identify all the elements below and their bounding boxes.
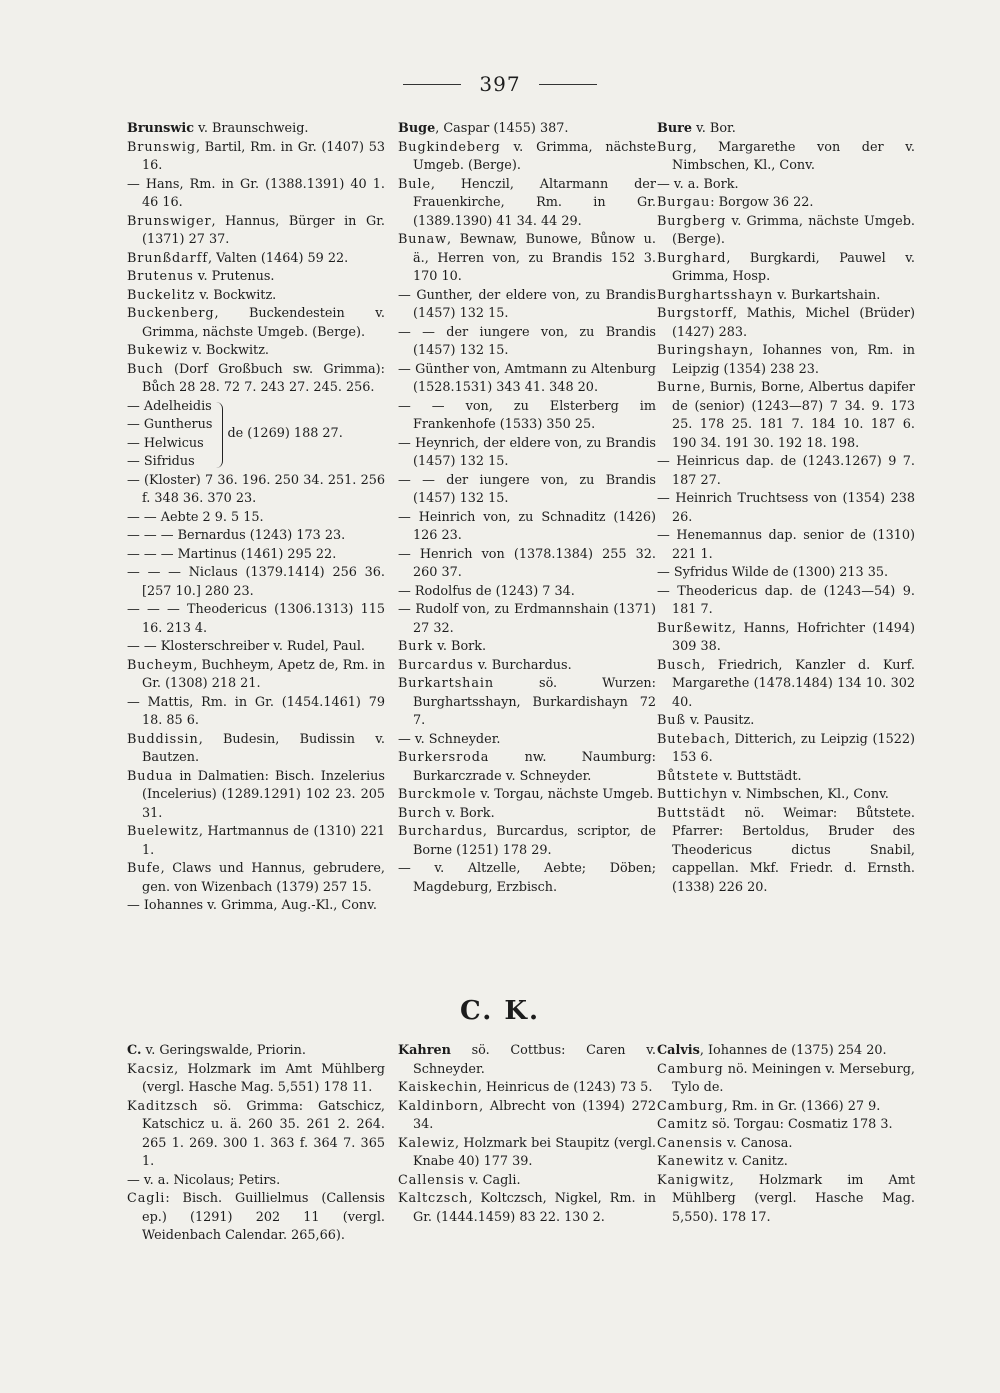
brace-name: — Guntherus	[127, 417, 213, 432]
entry-text: — v. a. Bork.	[657, 176, 739, 192]
index-entry	[657, 657, 915, 713]
index-entry	[657, 731, 915, 768]
index-entry	[127, 768, 385, 824]
entry-text: — Iohannes v. Grimma, Aug.-Kl., Conv.	[127, 898, 377, 913]
entry-text: v. Buttstädt.	[719, 768, 802, 784]
entry-headword: Burgau	[657, 195, 711, 210]
index-entry	[127, 527, 385, 546]
index-entry	[657, 712, 915, 731]
entry-headword: Burch	[398, 805, 442, 821]
entry-headword: Buelewitz	[127, 824, 199, 839]
entry-text: v. Torgau, nächste Umgeb.	[476, 787, 654, 802]
entry-text: — — der iungere von, zu Brandis (1457) 132 15.	[398, 472, 656, 506]
index-column-1-lower	[127, 1042, 385, 1246]
index-entry	[657, 342, 915, 379]
page-header	[0, 72, 1000, 96]
entry-headword: Camburg	[657, 1098, 724, 1114]
entry-text: — (Kloster) 7 36. 196. 250 34. 251. 256 f. 348 36. 370 23.	[127, 472, 385, 506]
entry-headword: Buch	[127, 361, 164, 377]
entry-headword: Kahren	[398, 1043, 451, 1058]
entry-headword: Burßewitz	[657, 620, 732, 636]
entry-headword: Brunswiger	[127, 213, 212, 229]
entry-text: v. Grimma, nächste Umgeb. (Berge).	[413, 139, 656, 173]
entry-text: , Holzmark im Amt Mühlberg (vergl. Hasche Mag. 5,550). 178 17.	[672, 1172, 915, 1225]
entry-headword: Cagli	[127, 1191, 166, 1206]
index-entry	[127, 1098, 385, 1172]
entry-text: , Albrecht von (1394) 272 34.	[413, 1098, 656, 1132]
index-entry	[127, 1172, 385, 1191]
index-entry	[657, 1116, 915, 1135]
entry-headword: Camitz	[657, 1117, 708, 1132]
index-entry	[127, 287, 385, 306]
entry-headword: Callensis	[398, 1172, 465, 1188]
entry-text: — Rudolf von, zu Erdmannshain (1371) 27 32.	[398, 602, 656, 636]
index-entry	[398, 398, 656, 435]
entry-text: — Heinrich Truchtsess von (1354) 238 26.	[657, 491, 915, 525]
entry-text: v. Cagli.	[464, 1172, 521, 1188]
index-entry	[657, 1172, 915, 1228]
entry-headword: Burchardus	[398, 824, 483, 839]
entry-headword: Busch	[657, 657, 702, 673]
index-column-3-lower	[657, 1042, 915, 1227]
entry-text: — v. Altzelle, Aebte; Döben; Magdeburg, Erzbisch.	[398, 861, 656, 895]
index-entry	[657, 1098, 915, 1117]
index-entry	[127, 657, 385, 694]
entry-text: v. Bockwitz.	[188, 343, 270, 358]
index-entry	[398, 805, 656, 824]
index-entry	[398, 139, 656, 176]
entry-headword: Bůtstete	[657, 768, 719, 784]
entry-headword: Burckmole	[398, 787, 477, 802]
entry-headword: Burcardus	[398, 657, 474, 673]
entry-text: , Friedrich, Kanzler d. Kurf. Margarethe (1478.1484) 134 10. 302 40.	[672, 657, 915, 710]
entry-text: v. Bockwitz.	[195, 287, 277, 303]
entry-text: , Mathis, Michel (Brüder) (1427) 283.	[672, 306, 915, 340]
entry-headword: Bugkindeberg	[398, 139, 501, 155]
entry-text: — — von, zu Elsterberg im Frankenhofe (1533) 350 25.	[398, 398, 656, 432]
entry-text: v. Braunschweig.	[194, 121, 309, 136]
entry-text: v. Bor.	[692, 121, 736, 136]
entry-text: v. Bork.	[441, 805, 495, 821]
entry-text: — v. Schneyder.	[398, 731, 501, 747]
index-column-1	[127, 120, 385, 916]
entry-headword: Burgstorff	[657, 306, 733, 321]
entry-text: , Valten (1464) 59 22.	[207, 250, 349, 266]
entry-headword: Bule	[398, 176, 431, 192]
entry-text: — — — Theodericus (1306.1313) 115 16. 213 4.	[127, 602, 385, 636]
entry-headword: Burk	[398, 639, 434, 654]
index-entry	[398, 583, 656, 602]
index-entry	[398, 472, 656, 509]
entry-text: , Buchheym, Apetz de, Rm. in Gr. (1308) 218 21.	[142, 657, 385, 691]
index-entry	[657, 620, 915, 657]
entry-headword: Buge	[398, 121, 436, 136]
index-entry	[398, 231, 656, 287]
entry-headword: Buttstädt	[657, 805, 726, 821]
entry-text: v. Grimma, nächste Umgeb. (Berge).	[672, 213, 915, 247]
page-number: 397	[479, 72, 521, 96]
entry-text: (Dorf Großbuch sw. Grimma): Bůch 28 28. 72 7. 243 27. 245. 256.	[142, 361, 385, 395]
entry-headword: Kanewitz	[657, 1154, 725, 1169]
index-entry	[657, 250, 915, 287]
entry-text: , Rm. in Gr. (1366) 27 9.	[723, 1098, 881, 1114]
entry-text: , Iohannes de (1375) 254 20.	[699, 1043, 887, 1058]
index-entry	[398, 1042, 656, 1079]
entry-headword: Budua	[127, 768, 174, 784]
entry-text: v. Nimbschen, Kl., Conv.	[728, 787, 889, 802]
index-entry	[127, 1042, 385, 1061]
index-entry	[398, 749, 656, 786]
index-entry	[127, 731, 385, 768]
index-entry	[398, 1098, 656, 1135]
index-entry	[398, 324, 656, 361]
entry-text: v. Pausitz.	[685, 713, 755, 728]
entry-text: v. Prutenus.	[193, 269, 275, 284]
entry-text: — — — Martinus (1461) 295 22.	[127, 546, 337, 562]
index-entry	[398, 546, 656, 583]
index-entry	[127, 694, 385, 731]
entry-text: v. Burkartshain.	[773, 287, 881, 303]
entry-text: , Hartmannus de (1310) 221 1.	[142, 824, 385, 858]
entry-headword: Bunaw	[398, 232, 447, 247]
entry-headword: Brunßdarff	[127, 250, 208, 266]
entry-text: — Günther von, Amtmann zu Altenburg (1528.1531) 343 41. 348 20.	[398, 361, 656, 395]
entry-text: , Caspar (1455) 387.	[435, 121, 569, 136]
index-entry	[398, 657, 656, 676]
entry-text: — Rodolfus de (1243) 7 34.	[398, 583, 575, 599]
index-entry	[127, 472, 385, 509]
entry-headword: C.	[127, 1043, 142, 1058]
brace-name: — Adelheidis	[127, 398, 212, 414]
entry-headword: Camburg	[657, 1061, 724, 1077]
index-entry	[657, 120, 915, 139]
index-entry	[398, 1135, 656, 1172]
entry-headword: Kaltczsch	[398, 1191, 469, 1206]
entry-headword: Bucheym	[127, 657, 194, 673]
entry-headword: Brunswic	[127, 121, 195, 136]
header-rule-right	[539, 84, 597, 85]
index-entry	[657, 768, 915, 787]
entry-headword: Buckelitz	[127, 287, 196, 303]
entry-text: — Heinrich von, zu Schnaditz (1426) 126 23.	[398, 509, 656, 543]
entry-headword: Bukewiz	[127, 343, 189, 358]
index-entry	[127, 638, 385, 657]
index-entry	[398, 786, 656, 805]
entry-headword: Bufe	[127, 861, 161, 876]
entry-headword: Burkersroda	[398, 750, 490, 765]
entry-text: , Ditterich, zu Leipzig (1522) 153 6.	[672, 731, 915, 765]
entry-text: , Heinricus de (1243) 73 5.	[477, 1080, 653, 1095]
index-entry	[657, 564, 915, 583]
index-entry	[657, 194, 915, 213]
entry-headword: Burghard	[657, 250, 727, 266]
entry-text: — Henrich von (1378.1384) 255 32. 260 37.	[398, 546, 656, 580]
entry-headword: Burne	[657, 380, 702, 395]
index-entry	[657, 213, 915, 250]
index-entry	[657, 490, 915, 527]
entry-text: — — Aebte 2 9. 5 15.	[127, 509, 264, 525]
entry-text: — Heynrich, der eldere von, zu Brandis (1457) 132 15.	[398, 435, 656, 469]
entry-text: sö. Grimma: Gatschicz, Katschicz u. ä. 260 35. 261 2. 264. 265 1. 269. 300 1. 363 f. 364 7. 365 1.	[142, 1098, 385, 1169]
entry-headword: Kaiskechin	[398, 1080, 478, 1095]
entry-text: , Henczil, Altarmann der Frauenkirche, Rm. in Gr. (1389.1390) 41 34. 44 29.	[413, 176, 656, 229]
entry-text: sö. Torgau: Cosmatiz 178 3.	[707, 1117, 893, 1132]
index-entry	[398, 601, 656, 638]
entry-text: — — — Niclaus (1379.1414) 256 36. [257 10.] 280 23.	[127, 565, 385, 599]
entry-text: — — der iungere von, zu Brandis (1457) 132 15.	[398, 324, 656, 358]
entry-headword: Buttichyn	[657, 787, 729, 802]
entry-headword: Buckenberg	[127, 306, 215, 321]
entry-text: sö. Wurzen: Burghartsshayn, Burkardishayn 72 7.	[413, 676, 656, 728]
index-entry	[657, 453, 915, 490]
index-entry	[398, 120, 656, 139]
entry-text: , Koltczsch, Nigkel, Rm. in Gr. (1444.1459) 83 22. 130 2.	[413, 1191, 656, 1225]
entry-headword: Calvis	[657, 1043, 700, 1058]
index-entry	[127, 176, 385, 213]
index-entry	[127, 564, 385, 601]
index-entry	[127, 1190, 385, 1246]
index-entry	[657, 287, 915, 306]
entry-text: — Syfridus Wilde de (1300) 213 35.	[657, 565, 889, 580]
index-entry	[657, 1153, 915, 1172]
entry-text: , Iohannes von, Rm. in Leipzig (1354) 238 23.	[672, 343, 915, 377]
index-entry	[127, 213, 385, 250]
index-entry	[127, 897, 385, 916]
entry-text: , Holzmark bei Staupitz (vergl. Knabe 40) 177 39.	[413, 1135, 656, 1169]
entry-text: , Buckendestein v. Grimma, nächste Umgeb. (Berge).	[142, 306, 385, 340]
index-entry	[398, 435, 656, 472]
index-entry	[398, 1190, 656, 1227]
entry-text: : Borgow 36 22.	[710, 195, 814, 210]
index-entry	[127, 546, 385, 565]
index-entry	[398, 731, 656, 750]
entry-headword: Kanigwitz	[657, 1172, 730, 1188]
entry-text: : Bisch. Guillielmus (Callensis ep.) (1291) 202 11 (vergl. Weidenbach Calendar. 265,66).	[142, 1191, 385, 1243]
column-1-entries-a	[127, 120, 385, 398]
index-entry	[398, 860, 656, 897]
entry-text: nö. Meiningen v. Merseburg, Tylo de.	[672, 1061, 915, 1095]
entry-headword: Butebach	[657, 731, 726, 747]
index-entry	[657, 805, 915, 898]
entry-text: , Holzmark im Amt Mühlberg (vergl. Hasche Mag. 5,551) 178 11.	[142, 1061, 385, 1095]
entry-headword: Buß	[657, 713, 686, 728]
index-entry	[657, 1135, 915, 1154]
entry-text: sö. Cottbus: Caren v. Schneyder.	[413, 1043, 656, 1077]
entry-headword: Bure	[657, 121, 693, 136]
index-entry	[398, 287, 656, 324]
index-entry	[657, 583, 915, 620]
entry-headword: Burkartshain	[398, 676, 494, 691]
entry-text: , Burgkardi, Pauwel v. Grimma, Hosp.	[672, 250, 915, 284]
entry-headword: Brunswig	[127, 139, 197, 155]
entry-text: nw. Naumburg: Burkarczrade v. Schneyder.	[413, 750, 656, 784]
entry-text: — Gunther, der eldere von, zu Brandis (1457) 132 15.	[398, 287, 656, 321]
index-entry	[127, 120, 385, 139]
index-entry	[398, 176, 656, 232]
entry-text: — — Klosterschreiber v. Rudel, Paul.	[127, 639, 365, 654]
header-rule-left	[403, 84, 461, 85]
index-entry	[398, 675, 656, 731]
index-entry	[657, 786, 915, 805]
index-entry	[127, 823, 385, 860]
entry-text: , Margarethe von der v. Nimbschen, Kl., Conv.	[672, 139, 915, 173]
entry-headword: Kacsiz	[127, 1061, 175, 1077]
brace-names	[127, 398, 212, 472]
entry-text: — Mattis, Rm. in Gr. (1454.1461) 79 18. 85 6.	[127, 694, 385, 728]
index-column-3	[657, 120, 915, 897]
entry-headword: Burgberg	[657, 213, 727, 229]
brace-name: — Helwicus	[127, 435, 204, 451]
entry-headword: Burg	[657, 139, 693, 155]
curly-brace	[216, 402, 223, 468]
brace-tail: de (1269) 188 27.	[227, 426, 343, 442]
entry-text: v. Bork.	[433, 639, 487, 654]
entry-headword: Burghartsshayn	[657, 287, 774, 303]
index-entry	[657, 176, 915, 195]
index-entry	[127, 1061, 385, 1098]
index-entry	[398, 361, 656, 398]
entry-text: — Hans, Rm. in Gr. (1388.1391) 40 1. 46 16.	[127, 176, 385, 210]
entry-text: , Bewnaw, Bunowe, Bůnow u. ä., Herren von, zu Brandis 152 3. 170 10.	[413, 232, 656, 284]
entry-text: — Henemannus dap. senior de (1310) 221 1.	[657, 528, 915, 562]
entry-text: nö. Weimar: Bůtstete. Pfarrer: Bertoldus, Bruder des Theodericus dictus Snabil, cappellan. Mkf. Friedr. d. Ernsth. (1338) 226 20.	[672, 805, 915, 895]
entry-headword: Kaldinborn	[398, 1098, 480, 1114]
index-entry	[398, 638, 656, 657]
index-entry	[127, 509, 385, 528]
index-entry	[657, 139, 915, 176]
index-entry	[127, 361, 385, 398]
entry-text: — Theodericus dap. de (1243—54) 9. 181 7.	[657, 583, 915, 617]
index-entry	[657, 305, 915, 342]
entry-text: , Burnis, Borne, Albertus dapifer de (senior) (1243—87) 7 34. 9. 173 25. 178 25. 181 7. 184 10. 187 6. 190 34. 191 30. 192 18. 198.	[672, 380, 915, 451]
entry-text: — — — Bernardus (1243) 173 23.	[127, 528, 346, 543]
index-entry	[127, 342, 385, 361]
entry-text: , Hanns, Hofrichter (1494) 309 38.	[672, 620, 915, 654]
entry-headword: Brutenus	[127, 269, 194, 284]
index-entry	[127, 139, 385, 176]
index-entry	[657, 1042, 915, 1061]
entry-text: , Hannus, Bürger in Gr. (1371) 27 37.	[142, 213, 385, 247]
entry-text: v. Canosa.	[722, 1135, 793, 1151]
index-entry	[127, 860, 385, 897]
entry-text: v. Geringswalde, Priorin.	[141, 1043, 306, 1058]
entry-text: v. Burchardus.	[473, 657, 572, 673]
index-entry	[657, 1061, 915, 1098]
brace-name: — Sifridus	[127, 454, 195, 469]
entry-text: , Budesin, Budissin v. Bautzen.	[142, 731, 385, 765]
entry-text: , Bartil, Rm. in Gr. (1407) 53 16.	[142, 139, 385, 173]
index-entry	[657, 379, 915, 453]
index-entry	[127, 305, 385, 342]
entry-text: , Burcardus, scriptor, de Borne (1251) 178 29.	[413, 824, 656, 858]
entry-text: — v. a. Nicolaus; Petirs.	[127, 1172, 281, 1188]
entry-text: , Claws und Hannus, gebrudere, gen. von Wizenbach (1379) 257 15.	[142, 861, 385, 895]
index-entry	[657, 527, 915, 564]
section-heading: C. K.	[460, 996, 540, 1026]
entry-headword: Kaditzsch	[127, 1098, 199, 1114]
entry-headword: Buringshayn	[657, 343, 750, 358]
index-entry	[127, 268, 385, 287]
brace-group	[127, 398, 385, 472]
entry-text: — Heinricus dap. de (1243.1267) 9 7. 187 27.	[657, 454, 915, 488]
index-entry	[398, 823, 656, 860]
column-1-entries-b	[127, 472, 385, 916]
entry-headword: Canensis	[657, 1135, 723, 1151]
entry-text: v. Canitz.	[724, 1154, 788, 1169]
entry-text: in Dalmatien: Bisch. Inzelerius (Incelerius) (1289.1291) 102 23. 205 31.	[142, 768, 385, 821]
index-entry	[398, 1172, 656, 1191]
entry-headword: Buddissin	[127, 731, 199, 747]
index-entry	[398, 1079, 656, 1098]
index-entry	[127, 601, 385, 638]
index-entry	[398, 509, 656, 546]
index-entry	[127, 250, 385, 269]
entry-headword: Kalewiz	[398, 1135, 455, 1151]
index-column-2-lower	[398, 1042, 656, 1227]
index-column-2	[398, 120, 656, 897]
